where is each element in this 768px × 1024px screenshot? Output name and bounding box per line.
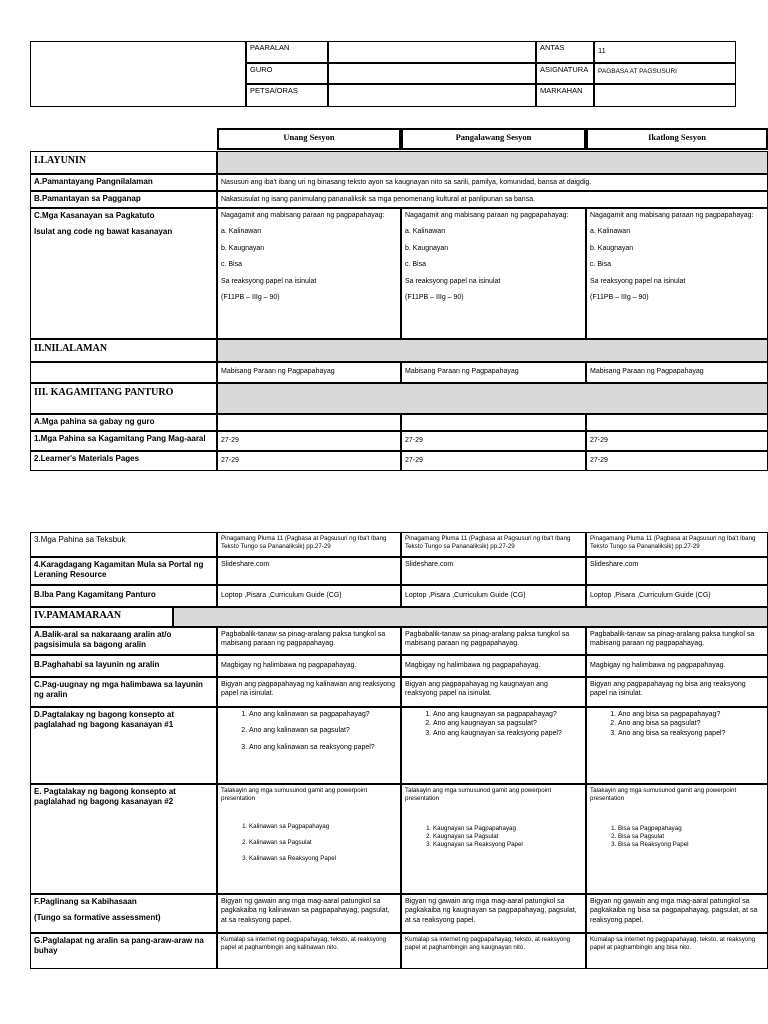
- kasanayan-item-b: b. Kaugnayan: [221, 244, 265, 252]
- kasanayan-item-b: b. Kaugnayan: [590, 244, 634, 252]
- list-item: 1. Ano ang kaugnayan sa pagpapahayag?: [433, 710, 582, 719]
- nilalaman-shade: [217, 339, 768, 362]
- petsa-field[interactable]: [328, 84, 536, 107]
- paglinang-cell-3: Bigyan ng gawain ang mga mag-aaral patungkol sa pagkakaiba ng bisa sa pagpapahayag, pagsulat, at sa reaksyong papel.: [586, 894, 768, 933]
- portal-cell-1: Slideshare.com: [217, 557, 401, 585]
- paglinang-cell-2: Bigyan ng gawain ang mga mag-aaral patungkol sa pagkakaiba ng kaugnayan sa pagpapahayag, pagsulat, at sa reaksyong papel.: [401, 894, 586, 933]
- antas-value: 11: [594, 41, 736, 63]
- kasanayan-item-c: c. Bisa: [221, 261, 243, 269]
- pagtalakay-2-list: [590, 825, 764, 849]
- nilalaman-title: II.NILALAMAN: [30, 339, 217, 362]
- iba-pang-kagamitan-cell-1: Loptop ,Pisara ,Curriculum Guide (CG): [217, 585, 401, 607]
- paglinang-label-cell: [30, 894, 217, 933]
- list-item: 3. Bisa sa Reaksyong Papel: [618, 841, 764, 849]
- nilalaman-cell-3: Mabisang Paraan ng Pagpapahayag: [586, 362, 768, 383]
- paghahabi-cell-3: Magbigay ng halimbawa ng pagpapahayag.: [586, 655, 768, 677]
- kagamitan-title: III. KAGAMITANG PANTURO: [30, 383, 217, 414]
- list-item: 2. Bisa sa Pagsulat: [618, 833, 764, 841]
- paglinang-sublabel: (Tungo sa formative assessment): [34, 913, 161, 923]
- paaralan-field[interactable]: [328, 41, 536, 63]
- balik-aral-cell-3: Pagbabalik-tanaw sa pinag-aralang paksa tungkol sa mabisang paraan ng pagpapahayag.: [586, 627, 768, 655]
- kasanayan-code: (F11PB – IIIg – 90): [590, 294, 649, 302]
- paghahabi-cell-1: Magbigay ng halimbawa ng pagpapahayag.: [217, 655, 401, 677]
- kasanayan-cell-1: [217, 208, 401, 339]
- pagtalakay-1-list: [221, 710, 397, 752]
- kasanayan-code: (F11PB – IIIg – 90): [221, 294, 280, 302]
- pag-uugnay-cell-1: Bigyan ang pagpapahayag ng kalinawan ang reaksyong papel na isinulat.: [217, 677, 401, 707]
- guro-field[interactable]: [328, 63, 536, 84]
- list-item: 2. Kaugnayan sa Pagsulat: [433, 833, 582, 841]
- pagtalakay-1-cell-1: [217, 707, 401, 784]
- pagtalakay-2-intro: Talakayin ang mga sumusunod gamit ang powerpoint presentation: [590, 787, 737, 803]
- pagtalakay-2-cell-1: [217, 784, 401, 894]
- iba-pang-kagamitan-cell-2: Loptop ,Pisara ,Curriculum Guide (CG): [401, 585, 586, 607]
- portal-label: 4.Karagdagang Kagamitan Mula sa Portal ng Leraning Resource: [30, 557, 217, 585]
- pagtalakay-2-cell-3: [586, 784, 768, 894]
- teksbuk-cell-1: Pinagamang Pluma 11 (Pagbasa at Pagsusuri ng Iba't Ibang Teksto Tungo sa Pananaliksik) pp.27-29: [217, 532, 401, 557]
- list-item: 1. Ano ang kalinawan sa pagpapahayag?: [249, 710, 397, 719]
- pagtalakay-2-list: [405, 825, 582, 849]
- kagamitang-mag-aaral-cell-1: 27-29: [217, 431, 401, 451]
- list-item: 1. Kalinawan sa Pagpapahayag: [249, 823, 397, 831]
- pagtalakay-1-list: [405, 710, 582, 738]
- gabay-guro-cell-3: [586, 414, 768, 431]
- iba-pang-kagamitan-cell-3: Loptop ,Pisara ,Curriculum Guide (CG): [586, 585, 768, 607]
- kasanayan-intro: Nagagamit ang mabisang paraan ng pagpapahayag:: [221, 212, 385, 219]
- pamamaraan-title: IV.PAMAMARAAN: [30, 607, 173, 627]
- list-item: 1. Kaugnayan sa Pagpapahayag: [433, 825, 582, 833]
- kagamitang-mag-aaral-cell-2: 27-29: [401, 431, 586, 451]
- pagtalakay-2-label: E. Pagtalakay ng bagong konsepto at paglalahad ng bagong kasanayan #2: [30, 784, 217, 894]
- list-item: 3. Ano ang kalinawan sa reaksyong papel?: [249, 743, 397, 752]
- pag-uugnay-cell-2: Bigyan ang pagpapahayag ng kaugnayan ang reaksyong papel na isinulat.: [401, 677, 586, 707]
- kasanayan-label: C.Mga Kasanayan sa Pagkatuto: [34, 211, 155, 220]
- kasanayan-item-a: a. Kalinawan: [221, 228, 262, 236]
- kasanayan-item-c: c. Bisa: [405, 261, 427, 269]
- kasanayan-label-cell: [30, 208, 217, 339]
- pamantayan-pagganap-text: Nakasusulat ng isang panimulang pananaliksik sa mga penomenang kultural at panlipunan sa bansa.: [217, 191, 768, 208]
- list-item: 3. Kaugnayan sa Reaksyong Papel: [433, 841, 582, 849]
- kasanayan-cell-3: [586, 208, 768, 339]
- gabay-guro-label: A.Mga pahina sa gabay ng guro: [30, 414, 217, 431]
- pag-uugnay-label: C.Pag-uugnay ng mga halimbawa sa layunin ng aralin: [30, 677, 217, 707]
- kasanayan-code: (F11PB – IIIg – 90): [405, 294, 464, 302]
- session-header-2: Pangalawang Sesyon: [401, 128, 586, 150]
- paghahabi-label: B.Paghahabi sa layunin ng aralin: [30, 655, 217, 677]
- learners-materials-cell-1: 27-29: [217, 451, 401, 471]
- pagtalakay-1-list: [590, 710, 764, 738]
- kasanayan-item-a: a. Kalinawan: [590, 228, 631, 236]
- kasanayan-sublabel: Isulat ang code ng bawat kasanayan: [34, 227, 173, 237]
- teksbuk-cell-3: Pinagamang Pluma 11 (Pagbasa at Pagsusuri ng Iba't Ibang Teksto Tungo sa Pananaliksik) pp.27-29: [586, 532, 768, 557]
- kasanayan-item-b: b. Kaugnayan: [405, 244, 449, 252]
- pamantayang-pangnilalaman-text: Nasusuri ang iba't ibang uri ng binasang teksto ayon sa kaugnayan nito sa sarili, pamilya, komunidad, bansa at daigdig.: [217, 174, 768, 191]
- paglinang-cell-1: Bigyan ng gawain ang mga mag-aaral patungkol sa pagkakaiba ng kalinawan sa pagpapahayag, pagsulat, at sa reaksyong papel.: [217, 894, 401, 933]
- pagtalakay-1-cell-2: [401, 707, 586, 784]
- learners-materials-cell-2: 27-29: [401, 451, 586, 471]
- list-item: 2. Kalinawan sa Pagsulat: [249, 839, 397, 847]
- paglalapat-cell-3: Kumalap sa internet ng pagpapahayag, teksto, at reaksyong papel at paghambingin ang bisa nito.: [586, 933, 768, 969]
- paglinang-label: F.Paglinang sa Kabihasaan: [34, 897, 137, 906]
- pag-uugnay-cell-3: Bigyan ang pagpapahayag ng bisa ang reaksyong papel na isinulat.: [586, 677, 768, 707]
- kasanayan-item-c: c. Bisa: [590, 261, 612, 269]
- pagtalakay-2-intro: Talakayin ang mga sumusunod gamit ang powerpoint presentation: [405, 787, 552, 803]
- petsa-label: PETSA/ORAS: [246, 84, 328, 107]
- kasanayan-intro: Nagagamit ang mabisang paraan ng pagpapahayag:: [405, 212, 569, 219]
- kasanayan-item-d: Sa reaksyong papel na isinulat: [405, 277, 501, 285]
- list-item: 1. Ano ang bisa sa pagpapahayag?: [618, 710, 764, 719]
- pagtalakay-2-intro: Talakayin ang mga sumusunod gamit ang powerpoint presentation: [221, 787, 368, 803]
- portal-cell-3: Slideshare.com: [586, 557, 768, 585]
- list-item: 3. Ano ang kaugnayan sa reaksyong papel?: [433, 729, 582, 738]
- paglalapat-cell-2: Kumalap sa internet ng pagpapahayag, teksto, at reaksyong papel at paghambingin ang kaugnayan nito.: [401, 933, 586, 969]
- teksbuk-label: 3.Mga Pahina sa Teksbuk: [30, 532, 217, 557]
- session-header-1: Unang Sesyon: [217, 128, 401, 150]
- balik-aral-cell-2: Pagbabalik-tanaw sa pinag-aralang paksa tungkol sa mabisang paraan ng pagpapahayag.: [401, 627, 586, 655]
- list-item: 3. Ano ang bisa sa reaksyong papel?: [618, 729, 764, 738]
- layunin-title: I.LAYUNIN: [30, 151, 217, 174]
- paghahabi-cell-2: Magbigay ng halimbawa ng pagpapahayag.: [401, 655, 586, 677]
- kagamitang-mag-aaral-cell-3: 27-29: [586, 431, 768, 451]
- logo-cell: [30, 41, 246, 107]
- nilalaman-cell-1: Mabisang Paraan ng Pagpapahayag: [217, 362, 401, 383]
- gabay-guro-cell-1: [217, 414, 401, 431]
- learners-materials-cell-3: 27-29: [586, 451, 768, 471]
- paaralan-label: PAARALAN: [246, 41, 328, 63]
- pamamaraan-shade: [173, 607, 768, 627]
- pamantayan-pagganap-label: B.Pamantayan sa Pagganap: [30, 191, 217, 208]
- session-header-3: Ikatlong Sesyon: [586, 128, 768, 150]
- guro-label: GURO: [246, 63, 328, 84]
- learners-materials-label: 2.Learner's Materials Pages: [30, 451, 217, 471]
- paglalapat-label: G.Paglalapat ng aralin sa pang-araw-araw na buhay: [30, 933, 217, 969]
- iba-pang-kagamitan-label: B.Iba Pang Kagamitang Panturo: [30, 585, 217, 607]
- gabay-guro-cell-2: [401, 414, 586, 431]
- paglalapat-cell-1: Kumalap sa internet ng pagpapahayag, teksto, at reaksyong papel at paghambingin ang kalinawan nito.: [217, 933, 401, 969]
- list-item: 2. Ano ang kaugnayan sa pagsulat?: [433, 719, 582, 728]
- kasanayan-item-d: Sa reaksyong papel na isinulat: [221, 277, 317, 285]
- layunin-shade: [217, 151, 768, 174]
- teksbuk-cell-2: Pinagamang Pluma 11 (Pagbasa at Pagsusuri ng Iba't Ibang Teksto Tungo sa Pananaliksik) pp.27-29: [401, 532, 586, 557]
- nilalaman-cell-2: Mabisang Paraan ng Pagpapahayag: [401, 362, 586, 383]
- markahan-field[interactable]: [594, 84, 736, 107]
- pagtalakay-2-list: [221, 823, 397, 863]
- portal-cell-2: Slideshare.com: [401, 557, 586, 585]
- nilalaman-label-empty: [30, 362, 217, 383]
- pagtalakay-1-label: D.Pagtalakay ng bagong konsepto at paglalahad ng bagong kasanayan #1: [30, 707, 217, 784]
- list-item: 2. Ano ang kalinawan sa pagsulat?: [249, 726, 397, 735]
- kasanayan-item-a: a. Kalinawan: [405, 228, 446, 236]
- list-item: 3. Kalinawan sa Reaksyong Papel: [249, 855, 397, 863]
- kasanayan-cell-2: [401, 208, 586, 339]
- antas-label: ANTAS: [536, 41, 594, 63]
- kasanayan-intro: Nagagamit ang mabisang paraan ng pagpapahayag:: [590, 212, 754, 219]
- markahan-label: MARKAHAN: [536, 84, 594, 107]
- kagamitang-mag-aaral-label: 1.Mga Pahina sa Kagamitang Pang Mag-aaral: [30, 431, 217, 451]
- kagamitan-shade: [217, 383, 768, 414]
- balik-aral-cell-1: Pagbabalik-tanaw sa pinag-aralang paksa tungkol sa mabisang paraan ng pagpapahayag.: [217, 627, 401, 655]
- pagtalakay-1-cell-3: [586, 707, 768, 784]
- list-item: 2. Ano ang bisa sa pagsulat?: [618, 719, 764, 728]
- pamantayang-pangnilalaman-label: A.Pamantayang Pangnilalaman: [30, 174, 217, 191]
- asignatura-label: ASIGNATURA: [536, 63, 594, 84]
- kasanayan-item-d: Sa reaksyong papel na isinulat: [590, 277, 686, 285]
- list-item: 1. Bisa sa Pagpapahayag: [618, 825, 764, 833]
- asignatura-value: PAGBASA AT PAGSUSURI: [594, 63, 736, 84]
- pagtalakay-2-cell-2: [401, 784, 586, 894]
- balik-aral-label: A.Balik-aral sa nakaraang aralin at/o pagsisimula sa bagong aralin: [30, 627, 217, 655]
